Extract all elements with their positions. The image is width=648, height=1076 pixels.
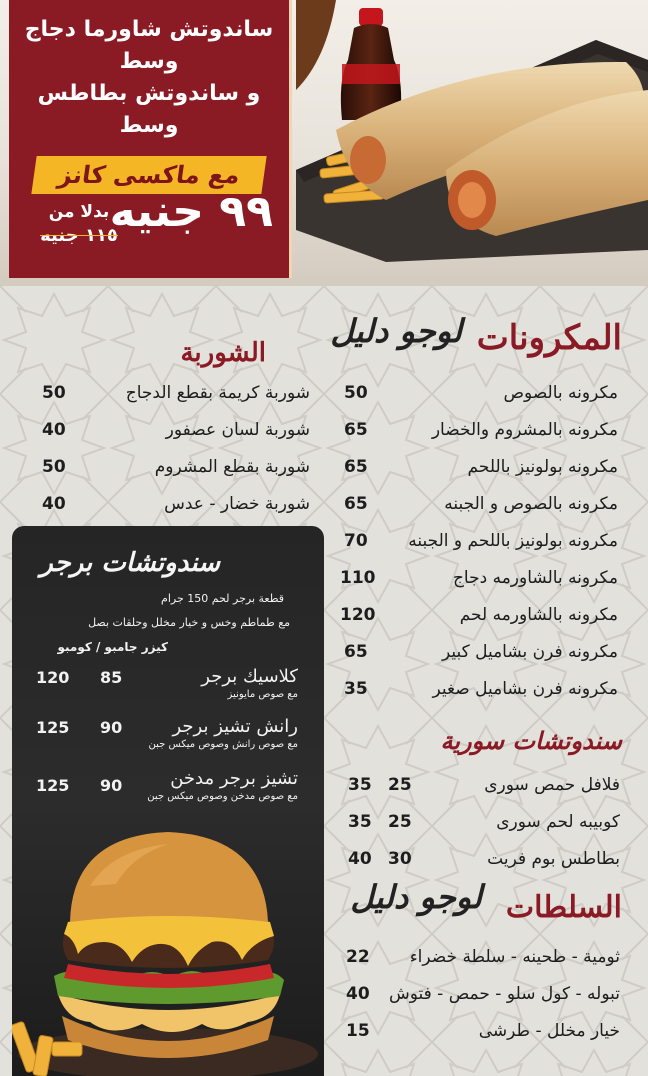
burger-item-name: تشيز برجر مدخن <box>170 768 298 789</box>
list-item <box>340 452 618 489</box>
item-name: شوربة لسان عصفور <box>165 420 310 440</box>
list-item <box>340 979 620 1016</box>
list-item <box>340 415 618 452</box>
heading-syrian-sandwiches: سندوتشات سورية <box>440 726 622 755</box>
list-item <box>340 942 620 979</box>
heading-salads: السلطات <box>505 890 622 925</box>
promo-old-price <box>23 200 135 248</box>
list-item <box>340 600 618 637</box>
list-item <box>340 807 620 844</box>
promo-line-1: ساندوتش شاورما دجاج وسط <box>24 17 274 74</box>
item-name: بطاطس بوم فريت <box>487 849 620 869</box>
list-item <box>340 770 620 807</box>
promo-old-price-value: ١١٥ جنيه <box>40 225 118 246</box>
burger-item-note: مع صوص رانش وصوص ميكس جبن <box>148 739 298 750</box>
burger-price-jumbo: 90 <box>100 718 123 737</box>
list-item <box>340 844 620 881</box>
item-price: 65 <box>344 457 368 477</box>
burger-sizes-header: كيزر جامبو / كومبو <box>57 640 168 654</box>
burger-panel <box>12 526 324 1076</box>
list-item <box>40 378 310 415</box>
burger-price-jumbo: 85 <box>100 668 123 687</box>
item-price-large: 35 <box>348 775 372 795</box>
list-item <box>340 674 618 711</box>
item-price: 110 <box>340 568 376 588</box>
item-price: 65 <box>344 642 368 662</box>
salad-list <box>340 942 620 1053</box>
item-name: فلافل حمص سورى <box>484 775 620 795</box>
item-price: 40 <box>42 494 66 514</box>
item-name: مكرونه بولونيز باللحم <box>467 457 618 477</box>
item-price: 22 <box>346 947 370 967</box>
soda-bottle-photo <box>341 8 401 120</box>
syrian-sandwich-list <box>340 770 620 881</box>
item-name: شوربة كريمة بقطع الدجاج <box>125 383 310 403</box>
list-item <box>40 489 310 526</box>
heading-soups: الشوربة <box>180 338 266 368</box>
item-name: ثومية - طحينه - سلطة خضراء <box>409 947 620 967</box>
item-price: 65 <box>344 420 368 440</box>
burger-item-note: مع صوص مايونيز <box>227 689 298 700</box>
item-price: 40 <box>346 984 370 1004</box>
promo-offer-box <box>9 0 292 278</box>
item-price: 35 <box>344 679 368 699</box>
item-price-large: 40 <box>348 849 372 869</box>
promo-banner <box>0 0 648 286</box>
item-name: مكرونه بالشاورمه دجاج <box>452 568 618 588</box>
item-price: 40 <box>42 420 66 440</box>
promo-instead-label: بدلا من <box>48 202 110 222</box>
burger-item-note: مع صوص مدخن وصوص ميكس جبن <box>147 791 298 802</box>
item-name: مكرونه فرن بشاميل صغير <box>432 679 618 699</box>
item-name: مكرونه بالصوص و الجبنه <box>444 494 618 514</box>
item-name: مكرونه بالصوص <box>503 383 618 403</box>
item-name: مكرونه بالمشروم والخضار <box>431 420 618 440</box>
list-item <box>340 563 618 600</box>
list-item <box>340 637 618 674</box>
list-item <box>340 378 618 415</box>
item-name: خيار مخلل - طرشى <box>478 1021 620 1041</box>
burger-price-combo: 120 <box>36 668 70 687</box>
item-name: مكرونه فرن بشاميل كبير <box>441 642 618 662</box>
item-price-large: 35 <box>348 812 372 832</box>
promo-line-2: و ساندوتش بطاطس وسط <box>37 81 261 138</box>
item-name: شوربة بقطع المشروم <box>154 457 310 477</box>
item-price: 50 <box>344 383 368 403</box>
list-item <box>40 415 310 452</box>
brand-logo-bottom: لوجو دليل <box>350 878 482 916</box>
brand-logo-top: لوجو دليل <box>330 312 462 350</box>
item-name: كوبيبه لحم سورى <box>496 812 620 832</box>
heading-burger-sandwiches: سندوتشات برجر <box>40 548 220 578</box>
list-item <box>340 1016 620 1053</box>
item-name: تبوله - كول سلو - حمص - فتوش <box>388 984 620 1004</box>
burger-item-name: رانش تشيز برجر <box>172 716 298 737</box>
item-price-small: 25 <box>388 775 412 795</box>
item-price: 120 <box>340 605 376 625</box>
burger-photo <box>12 826 324 1076</box>
soup-list <box>40 378 310 526</box>
list-item <box>40 452 310 489</box>
shawarma-photo <box>296 0 648 286</box>
burger-desc-1: قطعة برجر لحم 150 جرام <box>161 592 284 605</box>
burger-price-combo: 125 <box>36 776 70 795</box>
item-name: شوربة خضار - عدس <box>164 494 310 514</box>
heading-pasta: المكرونات <box>476 318 622 358</box>
burger-item-name: كلاسيك برجر <box>201 666 298 687</box>
list-item <box>340 489 618 526</box>
list-item <box>340 526 618 563</box>
item-price: 65 <box>344 494 368 514</box>
pasta-list <box>340 378 618 711</box>
item-price-small: 30 <box>388 849 412 869</box>
burger-desc-2: مع طماطم وخس و خيار مخلل وحلقات بصل <box>88 616 290 629</box>
burger-price-combo: 125 <box>36 718 70 737</box>
item-price: 50 <box>42 383 66 403</box>
item-price: 70 <box>344 531 368 551</box>
item-price: 15 <box>346 1021 370 1041</box>
item-name: مكرونه بولونيز باللحم و الجبنه <box>408 531 618 551</box>
promo-price: ٩٩ جنيه <box>109 186 273 237</box>
burger-price-jumbo: 90 <box>100 776 123 795</box>
promo-ribbon: مع ماكسى كانز <box>31 156 266 194</box>
item-name: مكرونه بالشاورمه لحم <box>459 605 618 625</box>
item-price: 50 <box>42 457 66 477</box>
item-price-small: 25 <box>388 812 412 832</box>
